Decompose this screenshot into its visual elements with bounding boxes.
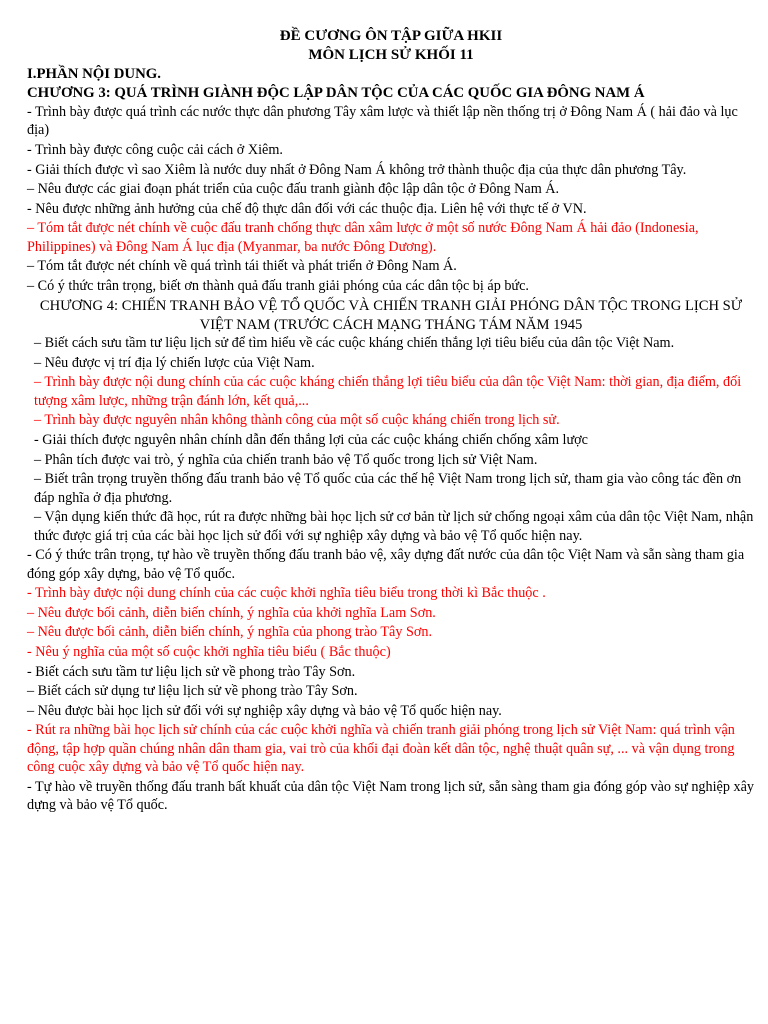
chapter-3-item: - Trình bày được quá trình các nước thực dân phương Tây xâm lược và thiết lập nền thống trị ở Đông Nam Á ( hải đảo và lục địa) bbox=[27, 104, 738, 139]
chapter-4-item: – Biết cách sử dụng tư liệu lịch sử về phong trào Tây Sơn. bbox=[27, 683, 358, 700]
chapter-4-item: – Biết cách sưu tầm tư liệu lịch sử để tìm hiểu về các cuộc kháng chiến thắng lợi tiêu biểu của dân tộc Việt Nam. bbox=[34, 335, 675, 352]
chapter-4-item: - Có ý thức trân trọng, tự hào về truyền thống đấu tranh bảo vệ, xây dựng đất nước của dân tộc Việt Nam và sẵn sàng tham gia đóng góp xây dựng, bảo vệ Tổ quốc. bbox=[27, 547, 745, 582]
chapter-3-item: – Có ý thức trân trọng, biết ơn thành quả đấu tranh giải phóng của các dân tộc bị áp bức. bbox=[27, 277, 529, 294]
chapter-4-item-highlight: – Trình bày được nguyên nhân không thành công của một số cuộc kháng chiến trong lịch sử. bbox=[34, 412, 560, 429]
chapter-4-item-highlight: – Trình bày được nội dung chính của các cuộc kháng chiến thắng lợi tiêu biểu của dân tộc Việt Nam: thời gian, địa điểm, đối tượng xâm lược, những trận đánh lớn, kết quả,... bbox=[34, 374, 742, 409]
chapter-3-item: – Nêu được các giai đoạn phát triển của cuộc đấu tranh giành độc lập dân tộc ở Đông Nam Á. bbox=[27, 181, 560, 198]
chapter-3-item-highlight: – Tóm tắt được nét chính về cuộc đấu tranh chống thực dân xâm lược ở một số nước Đông Nam Á hải đảo (Indonesia, Philippines) và Đông Nam Á lục địa (Myanmar, ba nước Đông Dương). bbox=[27, 220, 699, 255]
chapter-4-item: – Nêu được bài học lịch sử đối với sự nghiệp xây dựng và bảo vệ Tổ quốc hiện nay. bbox=[27, 702, 502, 719]
chapter-4-item: – Nêu được vị trí địa lý chiến lược của Việt Nam. bbox=[34, 354, 315, 371]
part-heading: I.PHẦN NỘI DUNG. bbox=[27, 66, 161, 82]
chapter-4-item-highlight: - Rút ra những bài học lịch sử chính của các cuộc khởi nghĩa và chiến tranh giải phóng trong lịch sử Việt Nam: quá trình vận động, tập hợp quần chúng nhân dân tham gia, vai trò của khối đại đoàn kết dân tộc, nghệ thuật quân sự, ... và vận dụng trong công cuộc xây dựng và bảo vệ Tổ quốc hiện nay. bbox=[27, 722, 735, 776]
chapter-4-item: - Biết cách sưu tầm tư liệu lịch sử về phong trào Tây Sơn. bbox=[27, 663, 356, 680]
chapter-4-title: CHƯƠNG 4: CHIẾN TRANH BẢO VỆ TỔ QUỐC VÀ CHIẾN TRANH GIẢI PHÓNG DÂN TỘC TRONG LỊCH SỬ VIỆT NAM (TRƯỚC CÁCH MẠNG THÁNG TÁM NĂM 1945 bbox=[39, 298, 743, 333]
chapter-3-list bbox=[27, 103, 755, 295]
chapter-4-item: - Tự hào về truyền thống đấu tranh bất khuất của dân tộc Việt Nam trong lịch sử, sẵn sàng tham gia đóng góp vào sự nghiệp xây dựng và bảo vệ Tổ quốc. bbox=[27, 778, 754, 814]
chapter-4-item: - Giải thích được nguyên nhân chính dẫn đến thắng lợi của các cuộc kháng chiến chống xâm lược bbox=[34, 431, 588, 448]
chapter-3-title: CHƯƠNG 3: QUÁ TRÌNH GIÀNH ĐỘC LẬP DÂN TỘC CỦA CÁC QUỐC GIA ĐÔNG NAM Á bbox=[27, 85, 645, 101]
chapter-3-item: - Giải thích được vì sao Xiêm là nước duy nhất ở Đông Nam Á không trở thành thuộc địa của thực dân phương Tây. bbox=[27, 161, 687, 178]
chapter-4-item-highlight: - Nêu ý nghĩa của một số cuộc khởi nghĩa tiêu biểu ( Bắc thuộc) bbox=[27, 643, 391, 660]
chapter-3-item: - Trình bày được công cuộc cải cách ở Xiêm. bbox=[27, 142, 283, 158]
chapter-3-item: - Nêu được những ảnh hưởng của chế độ thực dân đối với các thuộc địa. Liên hệ với thực tế ở VN. bbox=[27, 200, 587, 217]
chapter-3-item: – Tóm tắt được nét chính về quá trình tái thiết và phát triển ở Đông Nam Á. bbox=[27, 258, 457, 275]
chapter-4-list bbox=[27, 334, 755, 814]
chapter-4-item: – Biết trân trọng truyền thống đấu tranh bảo vệ Tổ quốc của các thế hệ Việt Nam trong lịch sử, tham gia vào công tác đền ơn đáp nghĩa ở địa phương. bbox=[34, 471, 742, 506]
chapter-4-item-highlight: – Nêu được bối cảnh, diễn biến chính, ý nghĩa của khởi nghĩa Lam Sơn. bbox=[27, 604, 436, 621]
chapter-4-item: – Vận dụng kiến thức đã học, rút ra được những bài học lịch sử cơ bản từ lịch sử chống ngoại xâm của dân tộc Việt Nam, nhận thức được giá trị của các bài học lịch sử đối với sự nghiệp xây dựng và bảo vệ Tổ quốc hiện nay. bbox=[34, 509, 754, 544]
chapter-4-item-highlight: – Nêu được bối cảnh, diễn biến chính, ý nghĩa của phong trào Tây Sơn. bbox=[27, 624, 433, 641]
chapter-4-item-highlight: - Trình bày được nội dung chính của các cuộc khởi nghĩa tiêu biểu trong thời kì Bắc thuộc . bbox=[27, 585, 546, 602]
document-body bbox=[27, 27, 755, 816]
document-subject: MÔN LỊCH SỬ KHỐI 11 bbox=[308, 47, 474, 63]
document-title: ĐỀ CƯƠNG ÔN TẬP GIỮA HKII bbox=[279, 28, 503, 44]
chapter-4-item: – Phân tích được vai trò, ý nghĩa của chiến tranh bảo vệ Tổ quốc trong lịch sử Việt Nam. bbox=[34, 451, 538, 468]
